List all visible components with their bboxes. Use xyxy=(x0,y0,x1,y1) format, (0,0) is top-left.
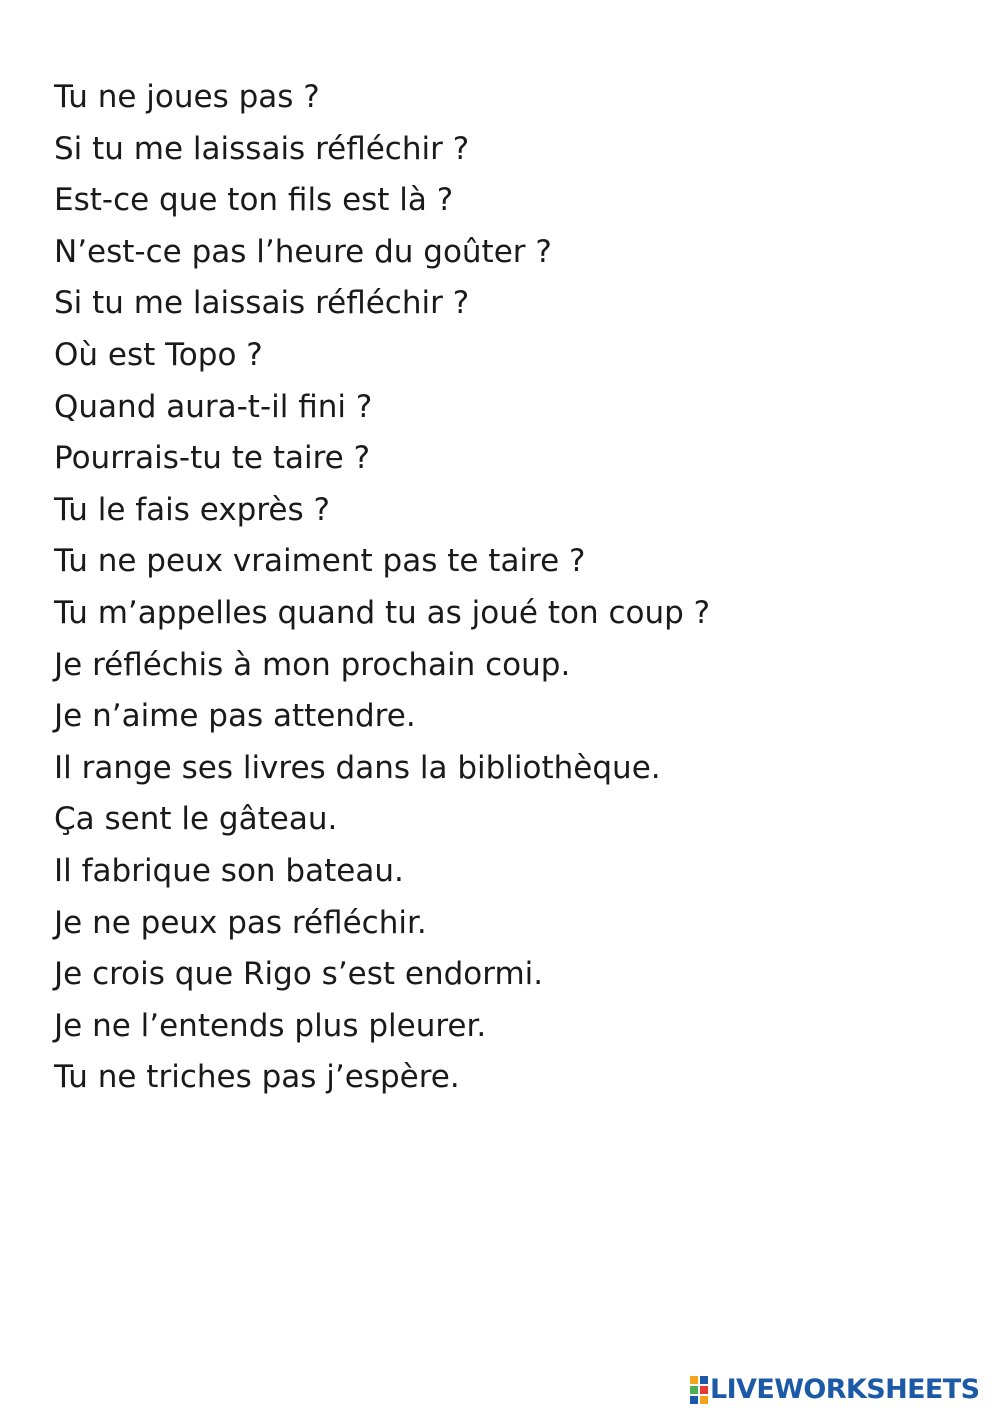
sentence-line: Tu ne triches pas j’espère. xyxy=(54,1059,460,1096)
sentence-line: Je ne l’entends plus pleurer. xyxy=(54,1007,487,1044)
sentence-line: Je réfléchis à mon prochain coup. xyxy=(54,646,571,683)
sentence-line: Il fabrique son bateau. xyxy=(54,852,404,889)
sentence-line: Tu ne peux vraiment pas te taire ? xyxy=(54,543,586,580)
sentence-list xyxy=(54,72,710,1104)
liveworksheets-logo-icon xyxy=(690,1376,708,1404)
sentence-line: Pourrais-tu te taire ? xyxy=(54,440,371,477)
sentence-line: Je crois que Rigo s’est endormi. xyxy=(54,956,544,993)
logo-mark-cell xyxy=(700,1386,708,1394)
logo-mark-cell xyxy=(690,1396,698,1404)
sentence-line: Ça sent le gâteau. xyxy=(54,801,338,838)
logo-mark-cell xyxy=(700,1376,708,1384)
sentence-line: Je ne peux pas réfléchir. xyxy=(54,904,427,941)
logo-mark-cell xyxy=(690,1376,698,1384)
sentence-line: Tu ne joues pas ? xyxy=(54,79,320,115)
liveworksheets-logo xyxy=(690,1372,979,1408)
logo-text: LIVEWORKSHEETS xyxy=(710,1374,980,1405)
sentence-line: Tu m’appelles quand tu as joué ton coup ? xyxy=(54,594,711,631)
sentence-line: Où est Topo ? xyxy=(54,336,263,373)
sentence-line: Tu le fais exprès ? xyxy=(54,491,330,528)
sentence-line: Si tu me laissais réfléchir ? xyxy=(54,285,470,322)
sentence-line: Quand aura-t-il fini ? xyxy=(54,388,373,425)
logo-mark-cell xyxy=(700,1396,708,1404)
sentence-line: Je n’aime pas attendre. xyxy=(54,698,416,735)
sentence-line: Si tu me laissais réfléchir ? xyxy=(54,130,470,167)
logo-mark-cell xyxy=(690,1386,698,1394)
sentence-line: Est-ce que ton fils est là ? xyxy=(54,182,454,219)
sentence-line: Il range ses livres dans la bibliothèque. xyxy=(54,749,661,786)
sentence-line: N’est-ce pas l’heure du goûter ? xyxy=(54,233,552,270)
